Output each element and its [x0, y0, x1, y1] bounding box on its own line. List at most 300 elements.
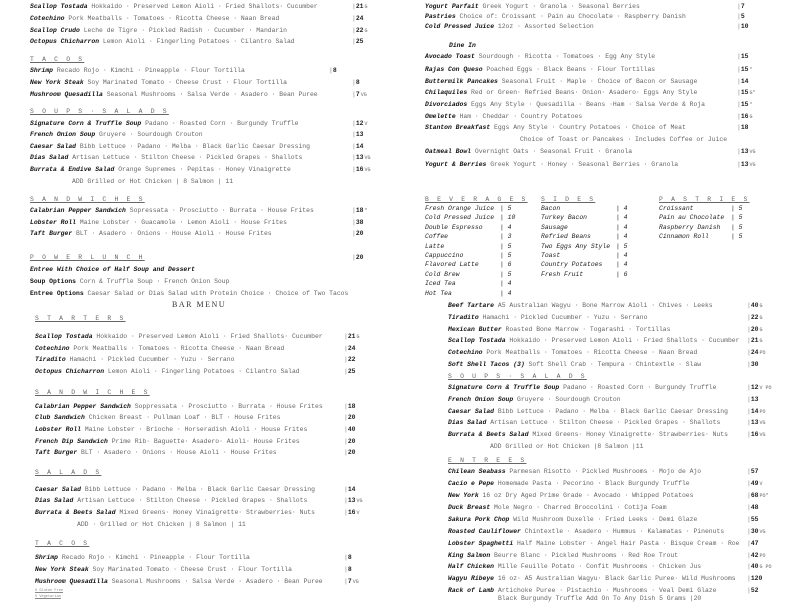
dietary-tag: VG — [352, 579, 359, 585]
price-value: 24 — [750, 349, 759, 356]
item-description: Greek Yogurt · Honey · Seasonal Berries · Granola — [490, 161, 679, 168]
item-description: Parmesan Risotto · Pickled Mushrooms · Mojo de Ajo — [509, 468, 702, 475]
price-value: 4 — [507, 223, 512, 231]
menu-item-caesar-salad — [448, 408, 728, 416]
price-divider: | — [731, 214, 739, 222]
table-item-name: Country Potatoes — [541, 261, 603, 269]
menu-item-stanton-breakfast — [425, 124, 686, 132]
item-price — [344, 414, 356, 422]
dietary-tag: * — [749, 67, 753, 73]
menu-item-shrimp — [30, 67, 245, 75]
price-value: 21 — [355, 3, 364, 10]
price-divider: | — [500, 214, 508, 222]
price-value: 22 — [355, 27, 364, 34]
menu-item-roasted-cauliflower — [448, 528, 724, 536]
item-name: Cotechino — [30, 15, 65, 22]
menu-item-dias-salad — [448, 419, 720, 427]
price-value: 14 — [750, 408, 759, 415]
item-name: Caesar Salad — [35, 486, 82, 493]
dietary-tag: PO — [759, 553, 766, 559]
price-divider: | — [731, 233, 739, 241]
price-divider: | — [344, 403, 348, 410]
table-item-price — [500, 224, 512, 232]
price-divider: | — [747, 587, 751, 594]
item-price — [747, 540, 759, 548]
table-item-price — [616, 243, 628, 251]
price-divider: | — [500, 261, 508, 269]
price-divider: | — [500, 252, 508, 259]
menu-item-scallop-tostada — [35, 333, 323, 341]
menu-item-entree-options — [30, 290, 348, 298]
item-description: Hokkaido · Preserved Lemon Aioli · Fried Shallots · Cucumber — [509, 337, 740, 344]
footnote: V Vegetarian — [35, 595, 61, 599]
item-description: Pork Meatballs · Tomatoes · Ricotta Cheese · Naan Bread — [68, 15, 280, 22]
price-value: 16 — [347, 509, 356, 516]
price-value: 42 — [750, 552, 759, 559]
price-divider: | — [747, 314, 751, 321]
item-name: Octopus Chicharron — [35, 368, 105, 375]
price-value: 25 — [347, 368, 356, 375]
item-description: BLT · Asadero · Onions · House Aioli · House Frites — [76, 230, 272, 237]
item-price — [747, 361, 759, 369]
footnote: G Gluten Free — [35, 589, 64, 593]
price-divider: | — [737, 113, 741, 120]
price-value: 4 — [623, 233, 628, 241]
dietary-tag: G — [356, 334, 360, 340]
item-name: Burrata & Beets Salad — [448, 431, 529, 438]
price-divider: | — [747, 575, 751, 582]
item-name: Omelette — [425, 113, 456, 120]
menu-item-sakura-pork-chop — [448, 516, 697, 524]
price-divider: | — [352, 15, 356, 22]
dietary-tag: PO — [759, 350, 766, 356]
price-divider: | — [737, 89, 741, 96]
dietary-tag: G — [759, 327, 763, 333]
item-description: Bibb Lettuce · Padano · Melba · Black Garlic Caesar Dressing — [84, 486, 315, 493]
dietary-tag: G — [759, 315, 763, 321]
menu-item-dias-salad — [35, 497, 307, 505]
table-item-name: Latte — [425, 242, 445, 250]
item-price — [344, 486, 356, 494]
item-price — [352, 230, 364, 238]
item-price — [344, 426, 356, 434]
item-price — [344, 509, 360, 517]
price-divider: | — [747, 504, 751, 511]
price-divider: | — [747, 326, 751, 333]
price-value: 5 — [738, 223, 743, 231]
price-divider: | — [747, 337, 751, 344]
table-item-name: Bacon — [541, 205, 561, 212]
menu-item-mushroom-quesadilla — [35, 578, 323, 586]
menu-item-burrata-beets-salad — [35, 509, 315, 517]
price-divider: | — [344, 497, 348, 504]
dietary-tag: VG — [759, 432, 766, 438]
price-divider: | — [352, 38, 356, 45]
item-name: Scallop Tostada — [35, 333, 93, 340]
table-item-price — [616, 233, 628, 241]
table-item-name: Toast — [541, 252, 561, 259]
price-value: 24 — [355, 15, 364, 22]
price-divider: | — [344, 509, 348, 516]
subsection-title: Dine In — [449, 42, 476, 49]
item-name: Cotechino — [35, 345, 70, 352]
item-price — [747, 396, 759, 404]
menu-item-half-chicken — [448, 563, 701, 571]
item-description: Chintextle · Asadero · Hummus · Kalamatas · Pinenuts — [524, 528, 725, 535]
item-description: Seasonal Fruit · Maple · Choice of Bacon or Sausage — [501, 78, 698, 85]
item-name: Wagyu Ribeye — [448, 575, 495, 582]
price-value: 21 — [347, 333, 356, 340]
price-divider: | — [737, 13, 741, 20]
price-divider: | — [500, 270, 508, 278]
item-price — [747, 587, 759, 595]
table-item-name: Cinnamon Roll — [659, 233, 709, 241]
price-divider: | — [500, 242, 508, 250]
price-value: 8 — [347, 554, 352, 561]
menu-item-cold-pressed-juice — [425, 23, 594, 31]
price-value: 4 — [623, 252, 628, 259]
section-header: S T A R T E R S — [35, 315, 126, 322]
item-price — [737, 78, 749, 86]
price-divider: | — [747, 302, 751, 309]
table-item-price — [616, 271, 628, 279]
price-value: 47 — [750, 540, 759, 547]
item-description: Roasted Bone Marrow · Togarashi · Tortillas — [505, 326, 671, 333]
menu-item-signature-corn-truffle-soup — [30, 120, 298, 128]
item-description: Artisan Lettuce · Stilton Cheese · Pickled Grapes · Shallots — [72, 154, 303, 161]
table-item-name: Refried Beans — [541, 233, 591, 241]
item-price — [352, 166, 371, 174]
menu-item-yogurt-parfait — [425, 3, 640, 11]
item-description: Red or Green· Refried Beans· Onion· Asadero· Eggs Any Style — [471, 89, 698, 96]
price-divider: | — [329, 67, 333, 74]
price-divider: | — [352, 166, 356, 173]
menu-item-new-york-steak — [35, 566, 292, 574]
item-description: Greek Yogurt · Granola · Seasonal Berries — [482, 3, 640, 10]
menu-item-lobster-spaghetti — [448, 540, 739, 548]
price-value: 18 — [355, 207, 364, 214]
menu-item-cacio-e-pepe — [448, 480, 690, 488]
item-name: King Salmon — [448, 552, 491, 559]
table-item-name: Double Espresso — [425, 223, 483, 231]
price-value: 14 — [740, 78, 749, 85]
item-price — [344, 554, 352, 562]
item-description: Hamachi · Pickled Cucumber · Yuzu · Serrano — [69, 356, 235, 363]
item-name: Caesar Salad — [448, 408, 495, 415]
item-description: Lemon Aioli · Fingerling Potatoes · Cilantro Salad — [107, 368, 300, 375]
menu-item-cotechino — [35, 345, 284, 353]
dietary-tag: PO* — [759, 493, 769, 499]
item-price — [344, 449, 356, 457]
table-item-name: Iced Tea — [425, 280, 456, 288]
item-description: Padano · Roasted Corn · Burgundy Truffle — [563, 384, 717, 391]
table-item-price — [500, 280, 512, 288]
item-description: Mille Feuille Potato · Confit Mushrooms · Chicken Jus — [497, 563, 702, 570]
price-divider: | — [747, 396, 751, 403]
note-line: ADD Grilled or Hot Chicken |8 Salmon |11 — [490, 443, 644, 450]
menu-item-mexican-butter — [448, 326, 670, 334]
price-value: 13 — [750, 419, 759, 426]
dietary-tag: VG — [364, 155, 371, 161]
item-description: 16 oz Dry Aged Prime Grade · Avocado · Whipped Potatoes — [482, 492, 694, 499]
price-value: 10 — [740, 23, 749, 30]
item-name: Beef Tartare — [448, 302, 495, 309]
menu-item-chilaquiles — [425, 89, 697, 97]
dietary-tag: VG — [356, 498, 363, 504]
menu-item-caesar-salad — [30, 143, 310, 151]
menu-item-burrata-beets-salad — [448, 431, 728, 439]
table-item-name: Croissant — [659, 205, 694, 212]
price-divider: | — [747, 384, 751, 391]
item-name: Oatmeal Bowl — [425, 148, 472, 155]
menu-item-shrimp — [35, 554, 250, 562]
menu-item-duck-breast — [448, 504, 667, 512]
price-value: 7 — [347, 578, 352, 585]
menu-item-taft-burger — [30, 230, 272, 238]
item-price — [344, 497, 363, 505]
item-name: Mushroom Quesadilla — [35, 578, 108, 585]
item-name: Buttermilk Pancakes — [425, 78, 498, 85]
item-price — [737, 101, 753, 109]
item-description: Padano · Roasted Corn · Burgundy Truffle — [145, 120, 299, 127]
item-description: Gruyere · Sourdough Crouton — [99, 131, 203, 138]
table-item-name: Pain au Chocolate — [659, 214, 725, 222]
menu-item-dias-salad — [30, 154, 302, 162]
price-divider: | — [344, 566, 348, 573]
dietary-tag: VG — [759, 529, 766, 535]
price-divider: | — [737, 124, 741, 131]
table-item-price — [731, 205, 743, 213]
menu-item-tiradito — [448, 314, 647, 322]
menu-item-scallop-tostada — [448, 337, 739, 345]
menu-item-chilean-seabass — [448, 468, 701, 476]
dietary-tag: G* — [749, 90, 756, 96]
table-header: P A S T R I E S — [659, 196, 750, 203]
item-name: Scallop Tostada — [448, 337, 506, 344]
item-description: Mixed Greens· Honey Vinaigrette· Strawberries· Nuts — [119, 509, 315, 516]
price-value: 4 — [623, 214, 628, 222]
table-item-price — [500, 271, 512, 279]
dietary-tag: * — [749, 102, 753, 108]
price-value: 7 — [355, 91, 360, 98]
menu-item-rajas-con-queso — [425, 66, 655, 74]
item-name: Octopus Chicharron — [30, 38, 100, 45]
menu-item-octopus-chicharron — [35, 368, 300, 376]
item-price — [747, 552, 766, 560]
item-description: Mixed Greens· Honey Vinaigrette· Strawberries· Nuts — [532, 431, 728, 438]
price-value: 6 — [507, 261, 512, 269]
price-value: 8 — [347, 566, 352, 573]
item-name: Lobster Roll — [30, 219, 77, 226]
price-value: 13 — [355, 131, 364, 138]
price-value: 5 — [507, 252, 512, 259]
item-description: Soy Marinated Tomato · Cheese Crust · Flour Tortilla — [87, 79, 287, 86]
item-price — [747, 302, 763, 310]
dietary-tag: VG — [749, 149, 756, 155]
price-value: 24 — [347, 345, 356, 352]
price-divider: | — [616, 233, 624, 241]
table-header: B E V E R A G E S — [425, 196, 528, 203]
item-description: Recado Rojo · Kimchi · Pineapple · Flour Tortilla — [61, 554, 250, 561]
item-price — [329, 67, 337, 75]
item-name: Entree With Choice of Half Soup and Dessert — [30, 266, 195, 273]
price-divider: | — [616, 270, 624, 278]
price-divider: | — [352, 131, 356, 138]
item-price — [747, 492, 769, 500]
price-value: 5 — [738, 233, 743, 241]
item-price — [747, 516, 759, 524]
price-value: 16 — [740, 113, 749, 120]
price-value: 7 — [740, 3, 745, 10]
item-price — [747, 528, 766, 536]
price-value: 10 — [507, 214, 516, 222]
item-price — [747, 575, 762, 583]
table-item-name: Coffee — [425, 233, 449, 241]
item-description: Sourdough · Ricotta · Tomatoes · Egg Any Style — [478, 53, 656, 60]
menu-item-octopus-chicharron — [30, 38, 295, 46]
price-divider: | — [616, 214, 624, 222]
item-price — [747, 384, 772, 392]
item-name: Burrata & Beets Salad — [35, 509, 116, 516]
item-description: Soy Marinated Tomato · Cheese Crust · Flour Tortilla — [92, 566, 292, 573]
price-divider: | — [737, 66, 741, 73]
item-price — [344, 566, 352, 574]
price-value: 5 — [507, 205, 512, 212]
price-value: 16 — [355, 166, 364, 173]
price-divider: | — [747, 528, 751, 535]
price-value: 13 — [750, 396, 759, 403]
item-description: BLT · Asadero · Onions · House Aioli · House Frites — [81, 449, 277, 456]
item-description: Beurre Blanc · Pickled Mushrooms · Red Roe Trout — [494, 552, 679, 559]
price-divider: | — [747, 408, 751, 415]
menu-item-scallop-tostada — [30, 3, 318, 11]
item-description: A5 Australian Wagyu · Bone Marrow Aioli · Chives · Leeks — [497, 302, 713, 309]
item-name: Burrata & Endive Salad — [30, 166, 115, 173]
item-price — [344, 578, 359, 586]
item-name: Rack of Lamb — [448, 587, 495, 594]
item-description: 16 oz· A5 Australian Wagyu· Black Garlic Puree· Wild Mushrooms — [497, 575, 736, 582]
price-value: 20 — [355, 254, 364, 261]
price-value: 4 — [507, 289, 512, 297]
item-name: Lobster Spaghetti — [448, 540, 514, 547]
note-line: ADD Grilled or Hot Chicken | 8 Salmon | 11 — [72, 178, 234, 185]
item-name: Cacio e Pepe — [448, 480, 495, 487]
section-header: T A C O S — [30, 56, 85, 63]
dietary-tag: VG — [364, 167, 371, 173]
price-divider: | — [616, 252, 624, 259]
item-price — [737, 53, 749, 61]
price-divider: | — [737, 161, 741, 168]
price-divider: | — [616, 223, 624, 231]
dietary-tag: G — [759, 338, 763, 344]
item-name: French Onion Soup — [448, 396, 514, 403]
item-price — [737, 13, 745, 21]
table-item-price — [500, 252, 512, 260]
menu-item-soft-shell-tacos-3 — [448, 361, 701, 369]
price-value: 5 — [740, 13, 745, 20]
price-divider: | — [500, 280, 508, 288]
item-name: Cotechino — [448, 349, 483, 356]
price-divider: | — [344, 333, 348, 340]
menu-item-wagyu-ribeye — [448, 575, 736, 583]
item-name: Soup Options — [30, 278, 77, 285]
price-divider: | — [344, 449, 348, 456]
table-item-name: Fresh Orange Juice — [425, 205, 495, 212]
section-header: E N T R E E S — [448, 457, 527, 464]
price-value: 5 — [738, 205, 743, 212]
item-price — [352, 79, 360, 87]
menu-item-cotechino — [448, 349, 697, 357]
dietary-tag: VG — [759, 420, 766, 426]
item-description: Maine Lobster · Brioche · Horseradish Aioli · House Frites — [84, 426, 308, 433]
menu-item-scallop-crudo — [30, 27, 287, 35]
table-item-name: Cappuccino — [425, 252, 464, 259]
price-value: 12 — [355, 120, 364, 127]
item-price — [737, 148, 756, 156]
item-name: Club Sandwich — [35, 414, 85, 421]
price-value: 68 — [750, 492, 759, 499]
menu-item-burrata-endive-salad — [30, 166, 291, 174]
item-price — [747, 326, 763, 334]
price-divider: | — [500, 205, 508, 212]
menu-item-king-salmon — [448, 552, 678, 560]
price-value: 5 — [623, 242, 628, 250]
price-divider: | — [747, 431, 751, 438]
item-name: Lobster Roll — [35, 426, 82, 433]
price-value: 48 — [750, 504, 759, 511]
price-value: 18 — [740, 124, 749, 131]
item-price — [737, 66, 753, 74]
price-value: 15 — [740, 89, 749, 96]
item-price — [747, 408, 766, 416]
item-description: Orange Supremes · Pepitas · Honey Vinaigrette — [118, 166, 291, 173]
item-name: Cold Pressed Juice — [425, 23, 495, 30]
table-item-name: Cold Pressed Juice — [425, 214, 495, 222]
menu-item-new-york — [448, 492, 693, 500]
item-description: Eggs Any Style · Country Potatoes · Choice of Meat — [494, 124, 686, 131]
price-divider: | — [344, 345, 348, 352]
section-header: S O U P S · S A L A D S — [30, 108, 169, 115]
price-divider: | — [500, 233, 508, 241]
item-price — [747, 480, 763, 488]
menu-item-caesar-salad — [35, 486, 315, 494]
price-value: 13 — [347, 497, 356, 504]
table-item-price — [616, 205, 628, 213]
section-header: T A C O S — [35, 540, 90, 547]
item-description: Overnight Oats · Seasonal Fruit · Granola — [474, 148, 633, 155]
price-value: 5 — [507, 270, 512, 278]
menu-item-cotechino — [30, 15, 279, 23]
item-name: Half Chicken — [448, 563, 495, 570]
table-item-price — [500, 261, 512, 269]
price-divider: | — [352, 120, 356, 127]
table-item-price — [731, 233, 743, 241]
price-value: 30 — [750, 528, 759, 535]
item-description: Seasonal Mushrooms · Salsa Verde · Asadero · Bean Puree — [111, 578, 323, 585]
item-name: Tiradito — [448, 314, 479, 321]
dietary-tag: G — [759, 303, 763, 309]
dietary-tag: V — [364, 121, 368, 127]
item-description: Seasonal Mushrooms · Salsa Verde · Asadero · Bean Puree — [106, 91, 318, 98]
menu-item-taft-burger — [35, 449, 277, 457]
item-description: Mole Negro · Charred Broccolini · Cotija Foam — [494, 504, 667, 511]
table-item-price — [731, 214, 743, 222]
price-value: 20 — [750, 326, 759, 333]
price-divider: | — [616, 242, 624, 250]
price-value: 14 — [347, 486, 356, 493]
item-price — [352, 131, 364, 139]
dietary-tag: G — [749, 114, 753, 120]
